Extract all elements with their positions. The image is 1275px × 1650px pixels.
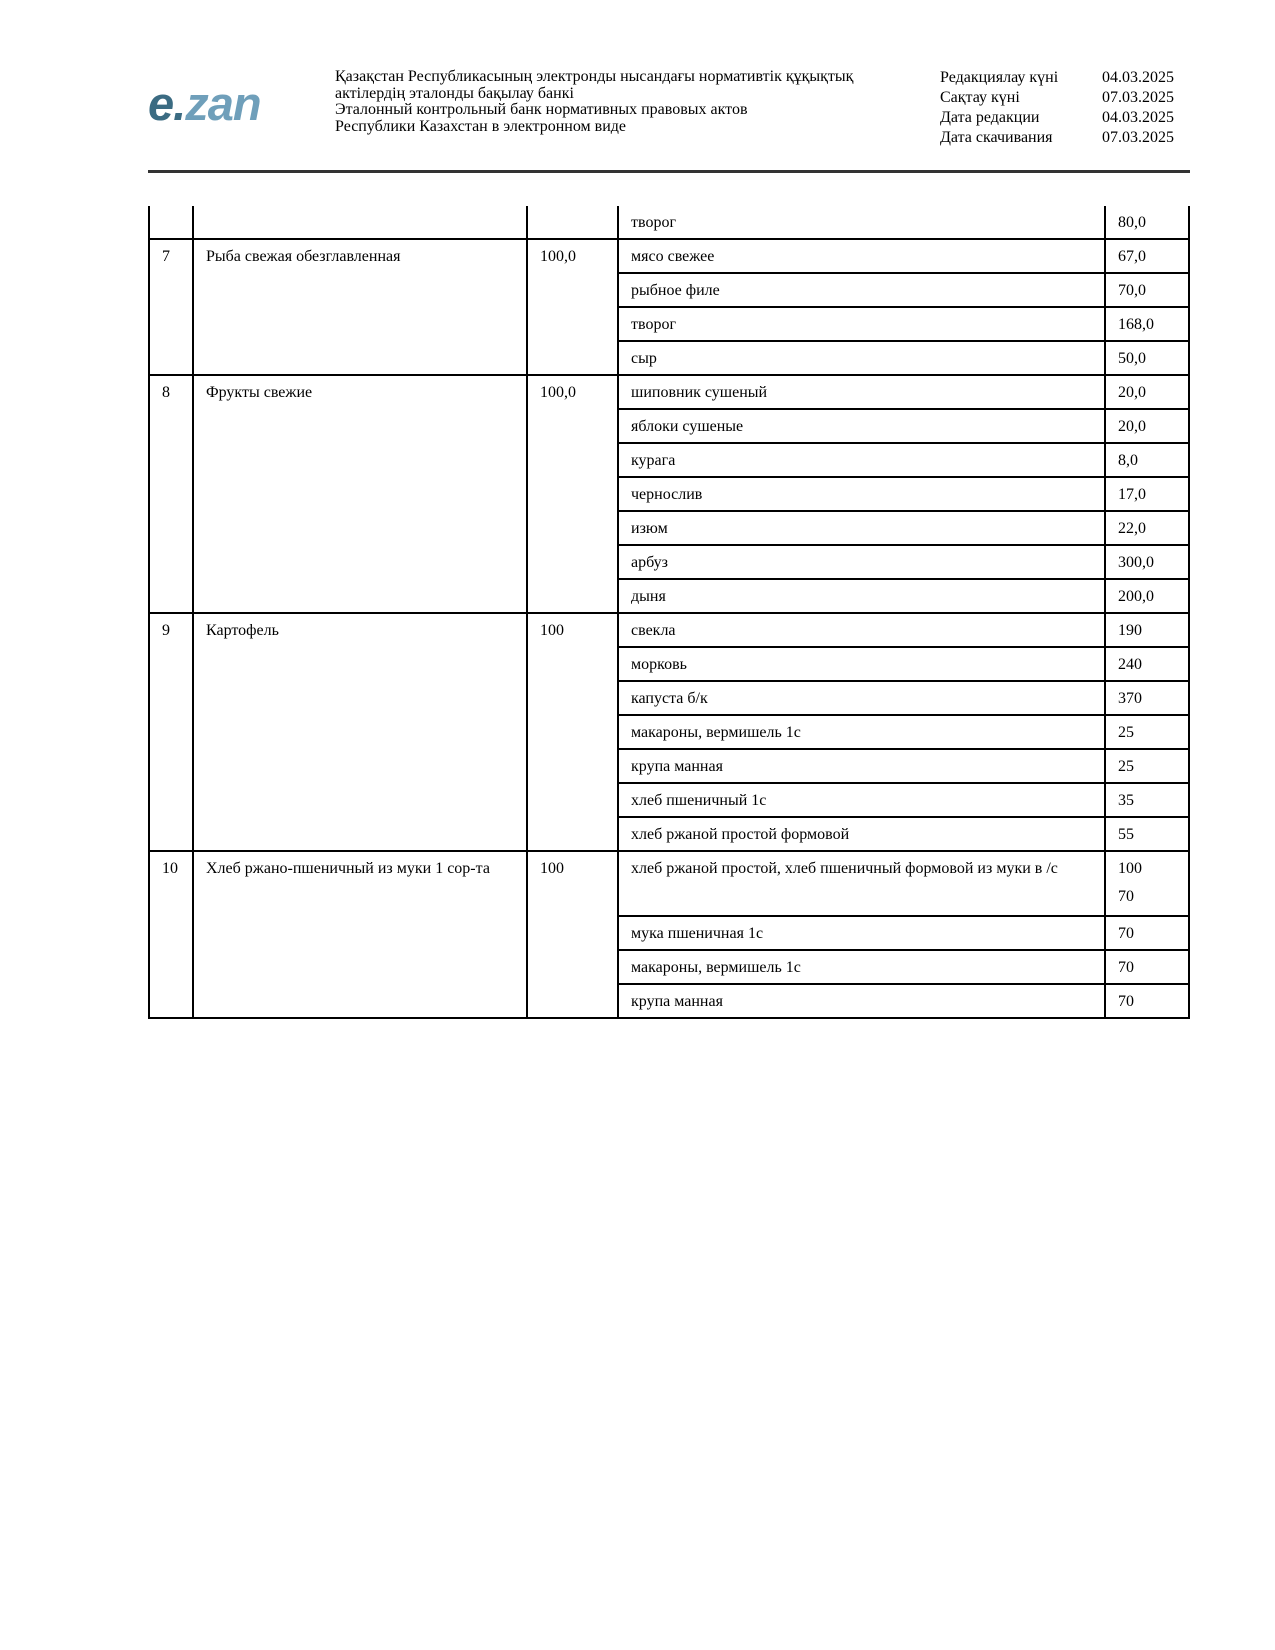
- table-row: [149, 851, 1189, 916]
- amount-cell: 25: [1105, 749, 1189, 783]
- header-meta: [940, 68, 1192, 148]
- amount-cell: 67,0: [1105, 239, 1189, 273]
- header-kz-line-2: актілердің эталонды бақылау банкі: [335, 84, 574, 102]
- replacement-cell: хлеб ржаной простой, хлеб пшеничный формовой из муки в /с: [618, 851, 1105, 916]
- replacement-cell: морковь: [618, 647, 1105, 681]
- replacement-cell: хлеб ржаной простой формовой: [618, 817, 1105, 851]
- meta-value: 04.03.2025: [1102, 69, 1174, 86]
- amount-cell: 35: [1105, 783, 1189, 817]
- replacement-cell: свекла: [618, 613, 1105, 647]
- ezan-logo: [148, 78, 298, 130]
- amount-cell: 70: [1105, 984, 1189, 1018]
- replacement-cell: мука пшеничная 1с: [618, 916, 1105, 950]
- replacement-cell: арбуз: [618, 545, 1105, 579]
- meta-row: [940, 108, 1192, 128]
- meta-value: 04.03.2025: [1102, 109, 1174, 126]
- amount-cell: 50,0: [1105, 341, 1189, 375]
- logo-e: e: [148, 77, 174, 130]
- meta-label: Сақтау күні: [940, 89, 1020, 106]
- product-cell: [193, 206, 527, 239]
- amount-cell: 200,0: [1105, 579, 1189, 613]
- product-cell: Рыба свежая обезглавленная: [193, 239, 527, 375]
- substitution-table: [148, 206, 1190, 1019]
- qty-cell: 100: [527, 851, 618, 1018]
- header-ru-line-2: Республики Казахстан в электронном виде: [335, 117, 627, 135]
- header-ru-line-1: Эталонный контрольный банк нормативных правовых актов: [335, 101, 748, 118]
- replacement-cell: дыня: [618, 579, 1105, 613]
- table-row: [149, 375, 1189, 409]
- amount-value-2: 70: [1118, 888, 1134, 905]
- amount-cell: 70: [1105, 916, 1189, 950]
- replacement-cell: крупа манная: [618, 749, 1105, 783]
- replacement-cell: творог: [618, 307, 1105, 341]
- meta-row: [940, 68, 1192, 88]
- qty-cell: 100,0: [527, 375, 618, 613]
- amount-cell: 8,0: [1105, 443, 1189, 477]
- header-bank-title: [335, 69, 895, 135]
- replacement-cell: курага: [618, 443, 1105, 477]
- table-row: [149, 613, 1189, 647]
- meta-label: Редакциялау күні: [940, 69, 1059, 86]
- amount-cell: [1105, 851, 1189, 916]
- product-cell: Фрукты свежие: [193, 375, 527, 613]
- amount-cell: 190: [1105, 613, 1189, 647]
- meta-value: 07.03.2025: [1102, 129, 1174, 146]
- replacement-cell: макароны, вермишель 1с: [618, 715, 1105, 749]
- amount-cell: 80,0: [1105, 206, 1189, 239]
- replacement-cell: сыр: [618, 341, 1105, 375]
- logo-zan: zan: [185, 77, 261, 130]
- replacement-cell: капуста б/к: [618, 681, 1105, 715]
- num-cell: [149, 206, 193, 239]
- header-divider: [148, 170, 1190, 173]
- replacement-cell: изюм: [618, 511, 1105, 545]
- amount-cell: 240: [1105, 647, 1189, 681]
- replacement-cell: яблоки сушеные: [618, 409, 1105, 443]
- table-row: [149, 206, 1189, 239]
- replacement-cell: чернослив: [618, 477, 1105, 511]
- qty-cell: [527, 206, 618, 239]
- replacement-cell: хлеб пшеничный 1с: [618, 783, 1105, 817]
- replacement-cell: макароны, вермишель 1с: [618, 950, 1105, 984]
- num-cell: 8: [149, 375, 193, 613]
- page-header: [148, 64, 1190, 174]
- logo-text: [148, 77, 261, 130]
- amount-cell: 20,0: [1105, 375, 1189, 409]
- amount-cell: 17,0: [1105, 477, 1189, 511]
- amount-cell: 20,0: [1105, 409, 1189, 443]
- amount-cell: 70,0: [1105, 273, 1189, 307]
- qty-cell: 100: [527, 613, 618, 851]
- amount-value: 100: [1118, 860, 1142, 877]
- num-cell: 10: [149, 851, 193, 1018]
- replacement-cell: рыбное филе: [618, 273, 1105, 307]
- amount-cell: 55: [1105, 817, 1189, 851]
- amount-cell: 70: [1105, 950, 1189, 984]
- product-cell: Картофель: [193, 613, 527, 851]
- replacement-cell: мясо свежее: [618, 239, 1105, 273]
- product-cell: Хлеб ржано-пшеничный из муки 1 сор-та: [193, 851, 527, 1018]
- meta-label: Дата редакции: [940, 109, 1040, 126]
- meta-row: [940, 128, 1192, 148]
- meta-value: 07.03.2025: [1102, 89, 1174, 106]
- qty-cell: 100,0: [527, 239, 618, 375]
- amount-cell: 300,0: [1105, 545, 1189, 579]
- meta-row: [940, 88, 1192, 108]
- amount-cell: 370: [1105, 681, 1189, 715]
- replacement-cell: творог: [618, 206, 1105, 239]
- header-kz-line-1: Қазақстан Республикасының электронды нысандағы нормативтік құқықтық: [335, 68, 854, 85]
- replacement-cell: крупа манная: [618, 984, 1105, 1018]
- amount-cell: 22,0: [1105, 511, 1189, 545]
- amount-cell: 168,0: [1105, 307, 1189, 341]
- meta-label: Дата скачивания: [940, 129, 1053, 146]
- table-row: [149, 239, 1189, 273]
- amount-cell: 25: [1105, 715, 1189, 749]
- replacement-cell: шиповник сушеный: [618, 375, 1105, 409]
- logo-dot: .: [173, 77, 186, 130]
- num-cell: 7: [149, 239, 193, 375]
- num-cell: 9: [149, 613, 193, 851]
